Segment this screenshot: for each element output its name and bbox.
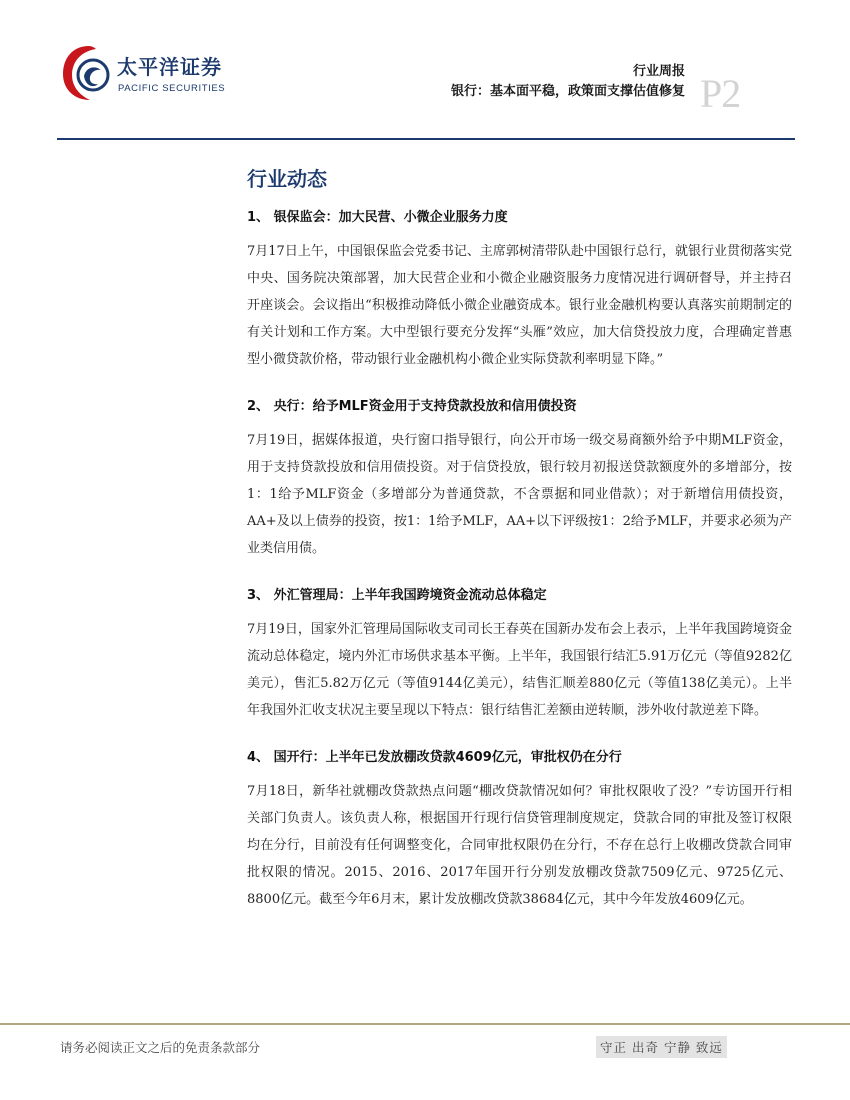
- news-item-body: 7月17日上午，中国银保监会党委书记、主席郭树清带队赴中国银行总行，就银行业贯彻落实党中央、国务院决策部署，加大民营企业和小微企业融资服务力度情况进行调研督导，并主持召开座谈会。会议指出“积极推动降低小微企业融资成本。银行业金融机构要认真落实前期制定的有关计划和工作方案。大中型银行要充分发挥“头雁”效应，加大信贷投放力度，合理确定普惠型小微贷款价格，带动银行业金融机构小微企业实际贷款利率明显下降。”: [247, 244, 792, 367]
- news-item: [247, 397, 792, 562]
- news-item: [247, 586, 792, 724]
- report-title: 银行：基本面平稳，政策面支撑估值修复: [450, 84, 685, 99]
- news-item-title: 1、 银保监会：加大民营、小微企业服务力度: [247, 210, 508, 225]
- news-item-body: 7月19日，国家外汇管理局国际收支司司长王春英在国新办发布会上表示，上半年我国跨境资金流动总体稳定，境内外汇市场供求基本平衡。上半年，我国银行结汇5.91万亿元（等值9282亿美元），售汇5.82万亿元（等值9144亿美元），结售汇顺差880亿元（等值138亿美元）。上半年我国外汇收支状况主要呈现以下特点：银行结售汇差额由逆转顺，涉外收付款逆差下降。: [247, 622, 792, 718]
- news-item-body: 7月18日，新华社就棚改贷款热点问题“棚改贷款情况如何？审批权限收了没？”专访国开行相关部门负责人。该负责人称，根据国开行现行信贷管理制度规定，贷款合同的审批及签订权限均在分行，目前没有任何调整变化，合同审批权限仍在分行，不存在总行上收棚改贷款合同审批权限的情况。2015、2016、2017年国开行分别发放棚改贷款7509亿元、9725亿元、8800亿元。截至今年6月末，累计发放棚改贷款38684亿元，其中今年发放4609亿元。: [247, 784, 792, 907]
- header-divider: [57, 138, 795, 140]
- footer-disclaimer: 请务必阅读正文之后的免责条款部分: [60, 1040, 261, 1055]
- news-item: [247, 208, 792, 373]
- page-number: P2: [700, 71, 741, 116]
- report-type: 行业周报: [632, 64, 685, 79]
- main-content: [247, 165, 792, 913]
- news-item-title: 2、 央行：给予MLF资金用于支持贷款投放和信用债投资: [247, 399, 577, 414]
- section-title: 行业动态: [247, 167, 327, 191]
- company-logo: [60, 42, 240, 104]
- pacific-securities-logo-icon: [60, 42, 118, 104]
- footer-motto: 守正 出奇 宁静 致远: [596, 1036, 727, 1058]
- logo-name-cn: 太平洋证券: [117, 55, 222, 79]
- footer-divider: [0, 1023, 850, 1025]
- news-item: [247, 748, 792, 913]
- news-item-title: 3、 外汇管理局：上半年我国跨境资金流动总体稳定: [247, 588, 547, 603]
- logo-name-en: PACIFIC SECURITIES: [118, 83, 226, 94]
- news-item-body: 7月19日，据媒体报道，央行窗口指导银行，向公开市场一级交易商额外给予中期MLF资金，用于支持贷款投放和信用债投资。对于信贷投放，银行较月初报送贷款额度外的多增部分，按1：1给予MLF资金（多增部分为普通贷款，不含票据和同业借款）；对于新增信用债投资，AA+及以上债券的投资，按1：1给予MLF，AA+以下评级按1：2给予MLF，并要求必须为产业类信用债。: [247, 433, 792, 556]
- news-item-title: 4、 国开行：上半年已发放棚改贷款4609亿元，审批权仍在分行: [247, 750, 622, 765]
